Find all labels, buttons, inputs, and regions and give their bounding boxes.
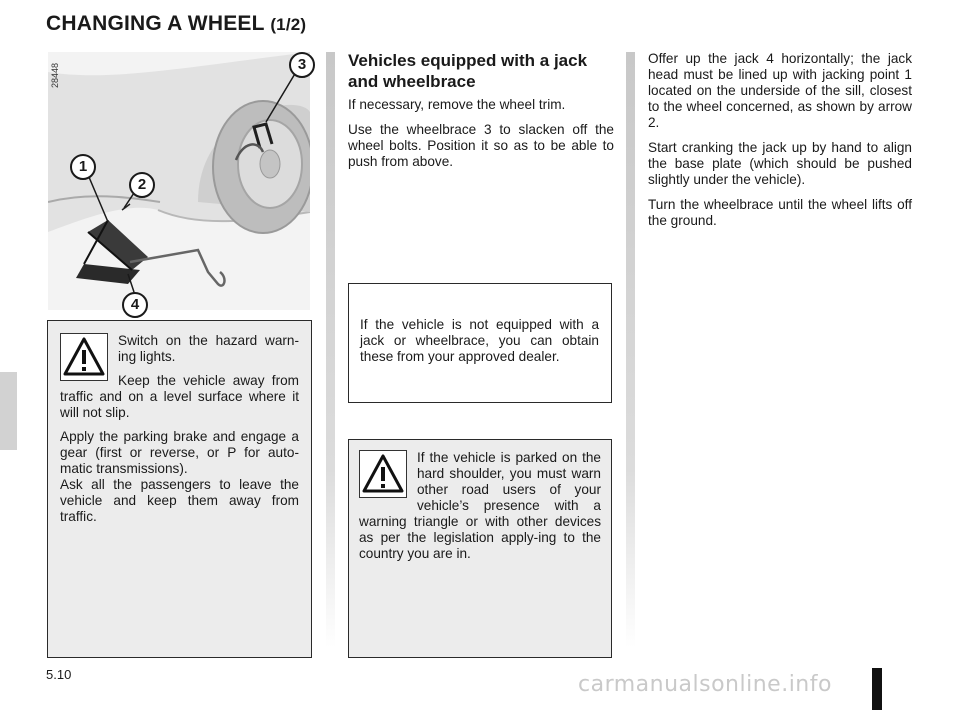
watermark: carmanualsonline.info xyxy=(578,672,832,697)
section-heading: Vehicles equipped with a jack and wheelbrace xyxy=(348,51,588,91)
note-text: If the vehicle is not equipped with a jack or wheelbrace, you can obtain these from your approved dealer. xyxy=(360,317,599,364)
chapter-tab xyxy=(0,372,17,450)
note-box xyxy=(348,283,612,403)
page-number: 5.10 xyxy=(46,667,72,682)
jack-illustration-drawing xyxy=(48,52,310,310)
warning-left-paragraph-1: Switch on the hazard warn-ing lights. xyxy=(118,333,299,364)
corner-mark xyxy=(872,668,882,710)
warning-left-paragraph-3: Apply the parking brake and engage a gear (first or reverse, or P for auto-matic transmissions). xyxy=(60,429,299,476)
callout-2: 2 xyxy=(129,172,155,198)
warning-box-left xyxy=(47,320,312,658)
callout-1: 1 xyxy=(70,154,96,180)
instruction-paragraph-1: Offer up the jack 4 horizontally; the jack head must be lined up with jacking point 1 located on the underside of the sill, closest to the wheel concerned, as shown by arrow 2. xyxy=(648,51,912,130)
instruction-paragraph-2: Start cranking the jack up by hand to align the base plate (which should be pushed slightly under the vehicle). xyxy=(648,140,912,187)
column-divider-1 xyxy=(326,52,335,648)
figure-id: 28448 xyxy=(50,62,60,88)
page-title-part: (1/2) xyxy=(270,15,307,34)
page-title xyxy=(46,12,306,36)
instructions xyxy=(648,51,912,238)
warning-left-paragraph-4: Ask all the passengers to leave the vehicle and keep them away from traffic. xyxy=(60,477,299,524)
column-divider-2 xyxy=(626,52,635,648)
warning-right-text: If the vehicle is parked on the hard shoulder, you must warn other road users of your vehicle’s presence with a warning triangle or with other devices as per the legislation apply-ing to the country you are in. xyxy=(359,450,601,561)
section-paragraph-2: Use the wheelbrace 3 to slacken off the wheel bolts. Position it so as to be able to push from above. xyxy=(348,122,614,169)
warning-left-paragraph-2: Keep the vehicle away from traffic and on a level surface where it will not slip. xyxy=(60,373,299,420)
jack-illustration xyxy=(48,52,310,310)
callout-4: 4 xyxy=(122,292,148,318)
section-paragraph-1: If necessary, remove the wheel trim. xyxy=(348,97,566,112)
warning-triangle-icon xyxy=(60,333,108,381)
section-body xyxy=(348,97,614,179)
warning-triangle-icon xyxy=(359,450,407,498)
warning-box-right xyxy=(348,439,612,658)
callout-3: 3 xyxy=(289,52,315,78)
instruction-paragraph-3: Turn the wheelbrace until the wheel lifts off the ground. xyxy=(648,197,912,228)
page-title-text: CHANGING A WHEEL xyxy=(46,12,265,35)
